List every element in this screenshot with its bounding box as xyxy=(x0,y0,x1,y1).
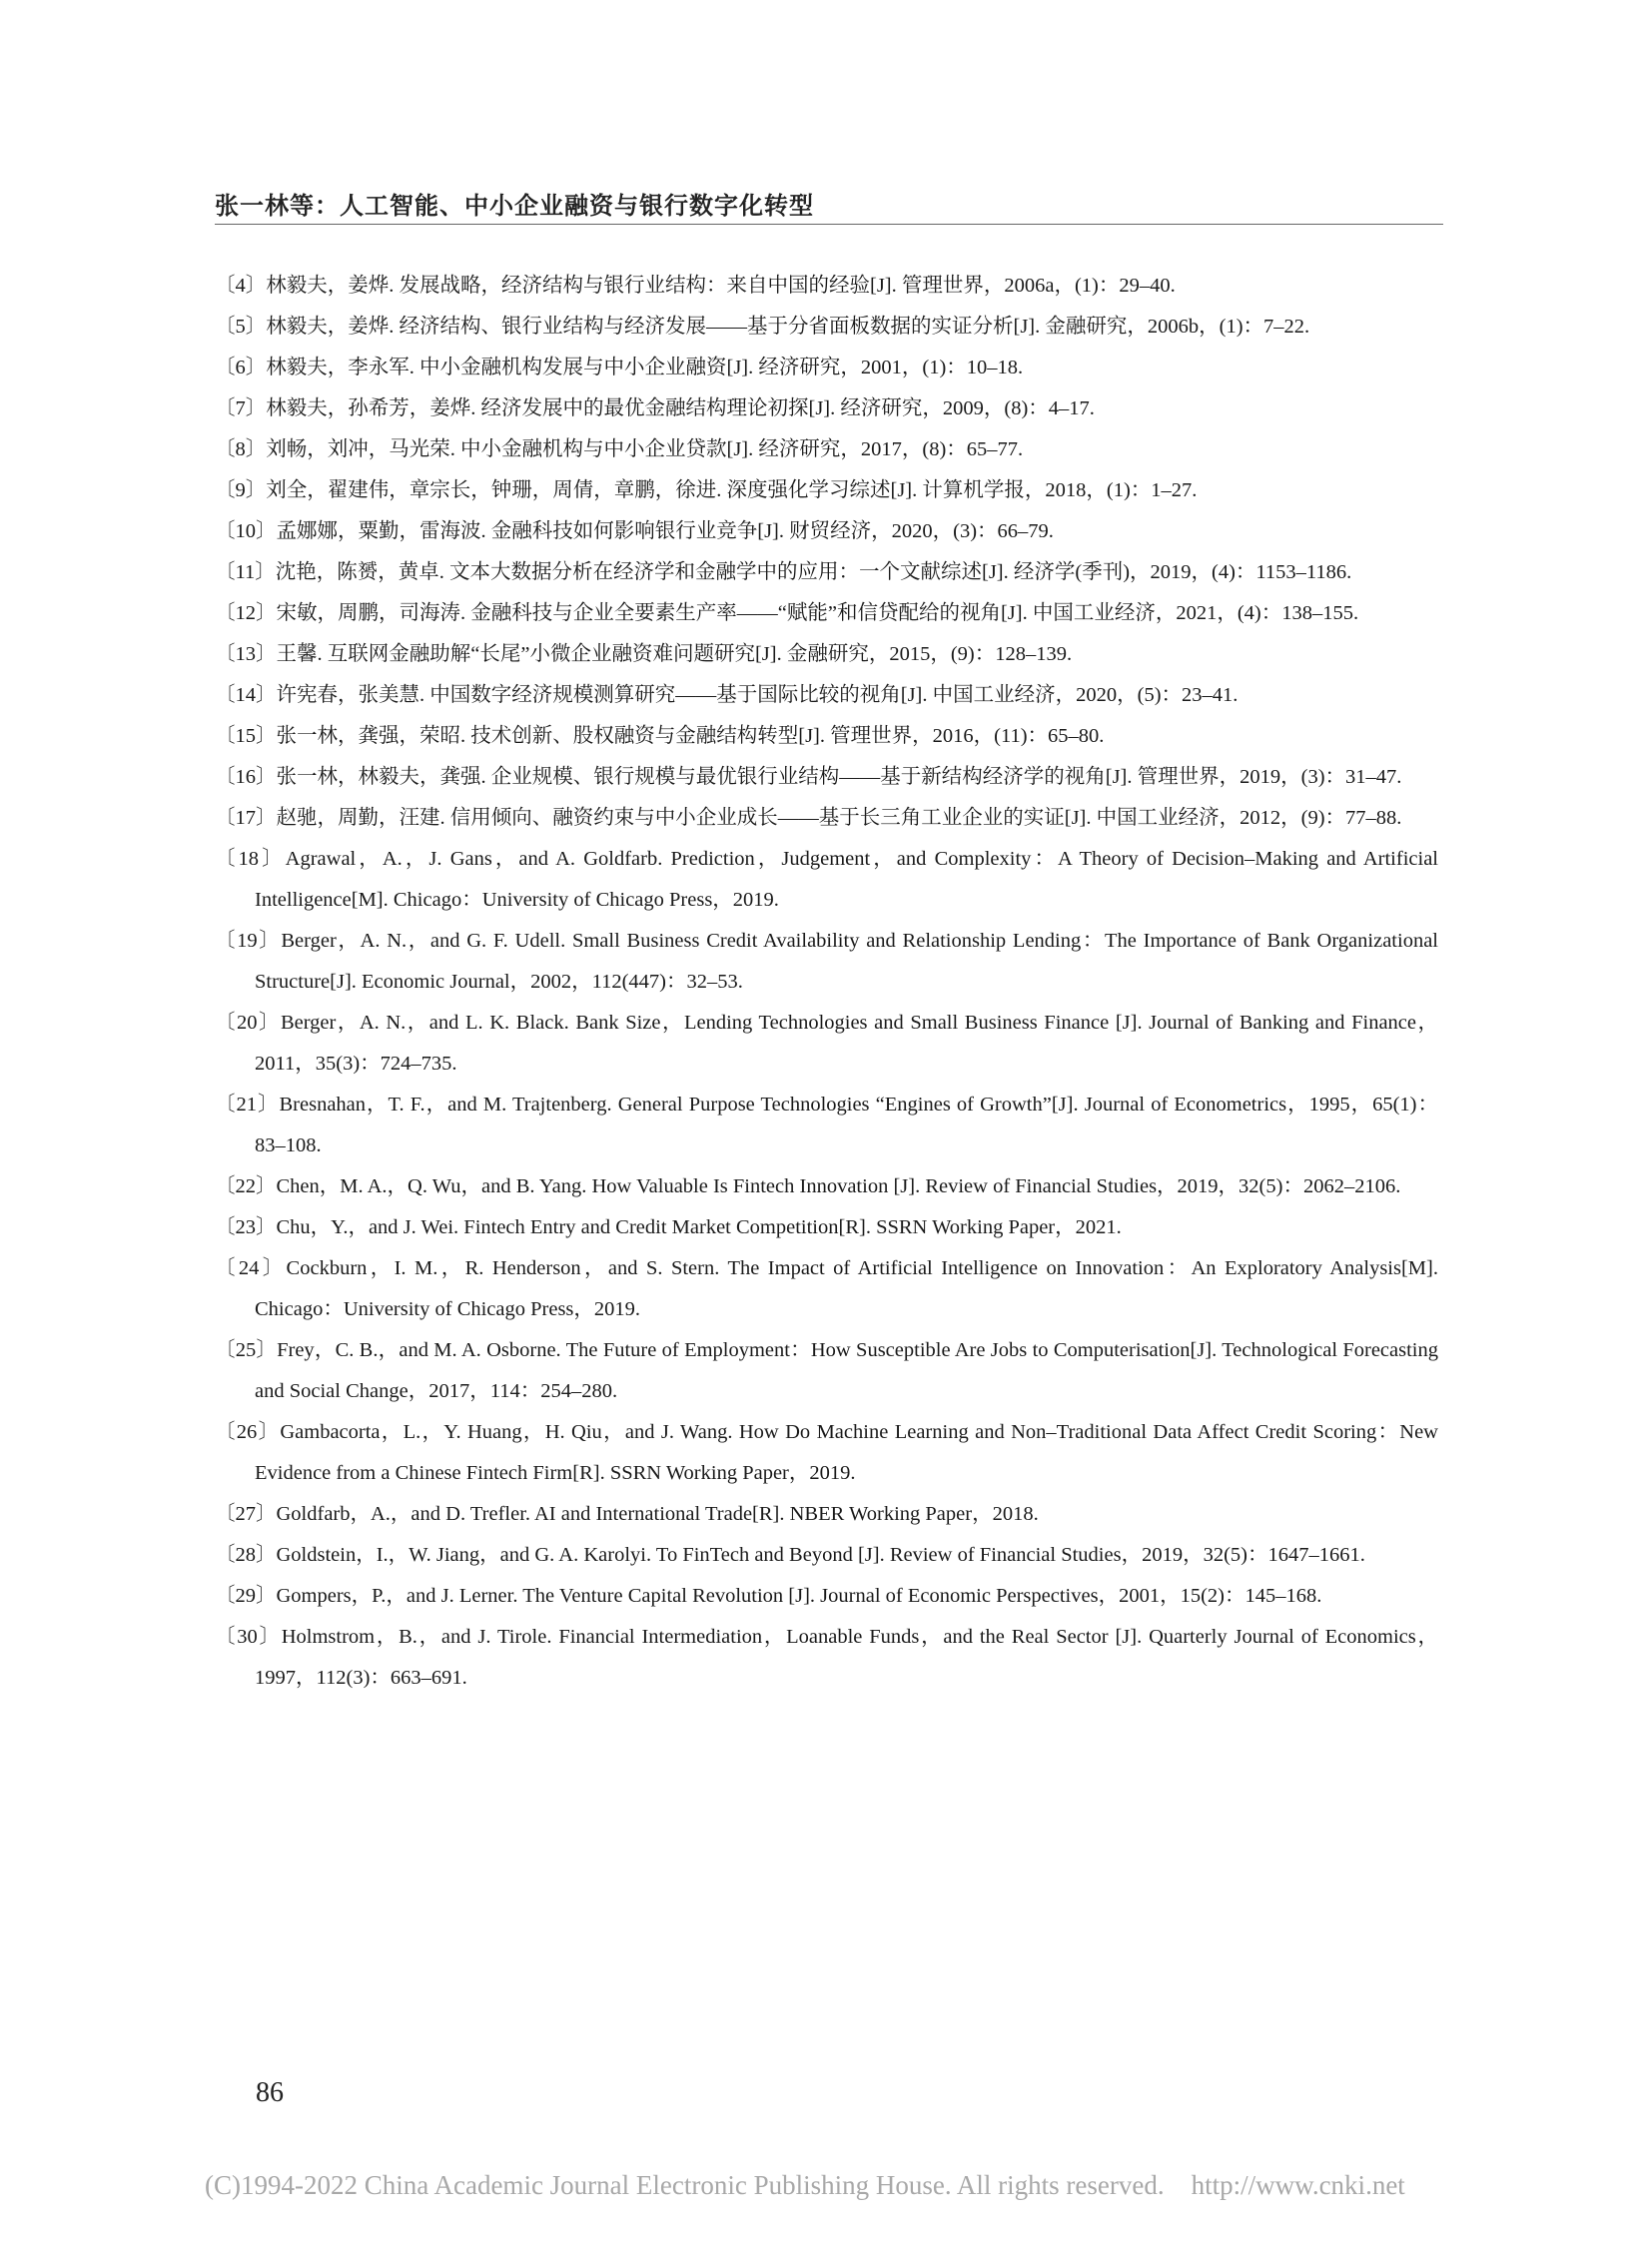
reference-item: 〔15〕张一林，龚强，荣昭. 技术创新、股权融资与金融结构转型[J]. 管理世界，2016，(11)：65–80. xyxy=(215,725,1105,747)
reference-item: 〔21〕Bresnahan，T. F.，and M. Trajtenberg. General Purpose Technologies “Engines of Growth”[J]. Journal of Econometrics，1995，65(1)：83–108. xyxy=(215,1094,1438,1156)
reference-item: 〔12〕宋敏，周鹏，司海涛. 金融科技与企业全要素生产率——“赋能”和信贷配给的视角[J]. 中国工业经济，2021，(4)：138–155. xyxy=(215,602,1359,624)
reference-item: 〔5〕林毅夫，姜烨. 经济结构、银行业结构与经济发展——基于分省面板数据的实证分析[J]. 金融研究，2006b，(1)：7–22. xyxy=(215,316,1310,338)
reference-item: 〔10〕孟娜娜，粟勤，雷海波. 金融科技如何影响银行业竞争[J]. 财贸经济，2020，(3)：66–79. xyxy=(215,520,1054,542)
reference-item: 〔16〕张一林，林毅夫，龚强. 企业规模、银行规模与最优银行业结构——基于新结构经济学的视角[J]. 管理世界，2019，(3)：31–47. xyxy=(215,766,1402,788)
reference-item: 〔30〕Holmstrom，B.，and J. Tirole. Financial Intermediation，Loanable Funds，and the Real Sector [J]. Quarterly Journal of Economics，1997，112(3)：663–691. xyxy=(215,1626,1438,1689)
reference-item: 〔14〕许宪春，张美慧. 中国数字经济规模测算研究——基于国际比较的视角[J]. 中国工业经济，2020，(5)：23–41. xyxy=(215,684,1239,706)
reference-item: 〔24〕Cockburn，I. M.，R. Henderson，and S. Stern. The Impact of Artificial Intelligence on Innovation：An Exploratory Analysis[M]. Chicago：University of Chicago Press，2019. xyxy=(215,1257,1438,1320)
reference-item: 〔28〕Goldstein，I.，W. Jiang，and G. A. Karolyi. To FinTech and Beyond [J]. Review of Financial Studies，2019，32(5)：1647–1661. xyxy=(215,1544,1365,1566)
reference-item: 〔29〕Gompers，P.，and J. Lerner. The Venture Capital Revolution [J]. Journal of Economic Perspectives，2001，15(2)：145–168. xyxy=(215,1585,1322,1607)
reference-item: 〔27〕Goldfarb，A.，and D. Trefler. AI and International Trade[R]. NBER Working Paper，2018. xyxy=(215,1503,1039,1525)
reference-item: 〔8〕刘畅，刘冲，马光荣. 中小金融机构与中小企业贷款[J]. 经济研究，2017，(8)：65–77. xyxy=(215,438,1024,460)
reference-item: 〔19〕Berger，A. N.，and G. F. Udell. Small Business Credit Availability and Relationship Lending：The Importance of Bank Organizational Structure[J]. Economic Journal，2002，112(447)：32–53. xyxy=(215,930,1438,993)
running-header: 张一林等：人工智能、中小企业融资与银行数字化转型 xyxy=(215,192,814,220)
reference-item: 〔6〕林毅夫，李永军. 中小金融机构发展与中小企业融资[J]. 经济研究，2001，(1)：10–18. xyxy=(215,357,1024,378)
reference-item: 〔25〕Frey，C. B.，and M. A. Osborne. The Future of Employment：How Susceptible Are Jobs to Computerisation[J]. Technological Forecasting and Social Change，2017，114：254–280. xyxy=(215,1339,1438,1402)
reference-item: 〔13〕王馨. 互联网金融助解“长尾”小微企业融资难问题研究[J]. 金融研究，2015，(9)：128–139. xyxy=(215,643,1073,665)
reference-item: 〔18〕Agrawal，A.，J. Gans，and A. Goldfarb. Prediction，Judgement，and Complexity：A Theory of Decision–Making and Artificial Intelligence[M]. Chicago：University of Chicago Press，2019. xyxy=(215,848,1438,911)
reference-list xyxy=(215,266,1438,1699)
reference-item: 〔4〕林毅夫，姜烨. 发展战略，经济结构与银行业结构：来自中国的经验[J]. 管理世界，2006a，(1)：29–40. xyxy=(215,275,1176,297)
reference-item: 〔17〕赵驰，周勤，汪建. 信用倾向、融资约束与中小企业成长——基于长三角工业企业的实证[J]. 中国工业经济，2012，(9)：77–88. xyxy=(215,807,1402,829)
page-number: 86 xyxy=(256,2077,284,2108)
reference-item: 〔26〕Gambacorta，L.，Y. Huang，H. Qiu，and J. Wang. How Do Machine Learning and Non–Traditional Data Affect Credit Scoring：New Evidence from a Chinese Fintech Firm[R]. SSRN Working Paper，2019. xyxy=(215,1421,1438,1484)
reference-item: 〔22〕Chen，M. A.，Q. Wu，and B. Yang. How Valuable Is Fintech Innovation [J]. Review of Financial Studies，2019，32(5)：2062–2106. xyxy=(215,1175,1401,1197)
reference-item: 〔11〕沈艳，陈赟，黄卓. 文本大数据分析在经济学和金融学中的应用：一个文献综述[J]. 经济学(季刊)，2019，(4)：1153–1186. xyxy=(215,561,1352,583)
copyright-text: (C)1994-2022 China Academic Journal Electronic Publishing House. All rights reserved. xyxy=(205,2170,1165,2200)
reference-item: 〔20〕Berger，A. N.，and L. K. Black. Bank Size，Lending Technologies and Small Business Finance [J]. Journal of Banking and Finance，2011，35(3)：724–735. xyxy=(215,1012,1438,1075)
reference-item: 〔7〕林毅夫，孙希芳，姜烨. 经济发展中的最优金融结构理论初探[J]. 经济研究，2009，(8)：4–17. xyxy=(215,397,1095,419)
copyright-footer xyxy=(205,2170,1405,2201)
reference-item: 〔9〕刘全，翟建伟，章宗长，钟珊，周倩，章鹏，徐进. 深度强化学习综述[J]. 计算机学报，2018，(1)：1–27. xyxy=(215,479,1198,501)
header-divider xyxy=(215,224,1443,225)
footer-url[interactable]: http://www.cnki.net xyxy=(1191,2170,1405,2200)
reference-item: 〔23〕Chu，Y.，and J. Wei. Fintech Entry and Credit Market Competition[R]. SSRN Working Paper，2021. xyxy=(215,1216,1122,1238)
